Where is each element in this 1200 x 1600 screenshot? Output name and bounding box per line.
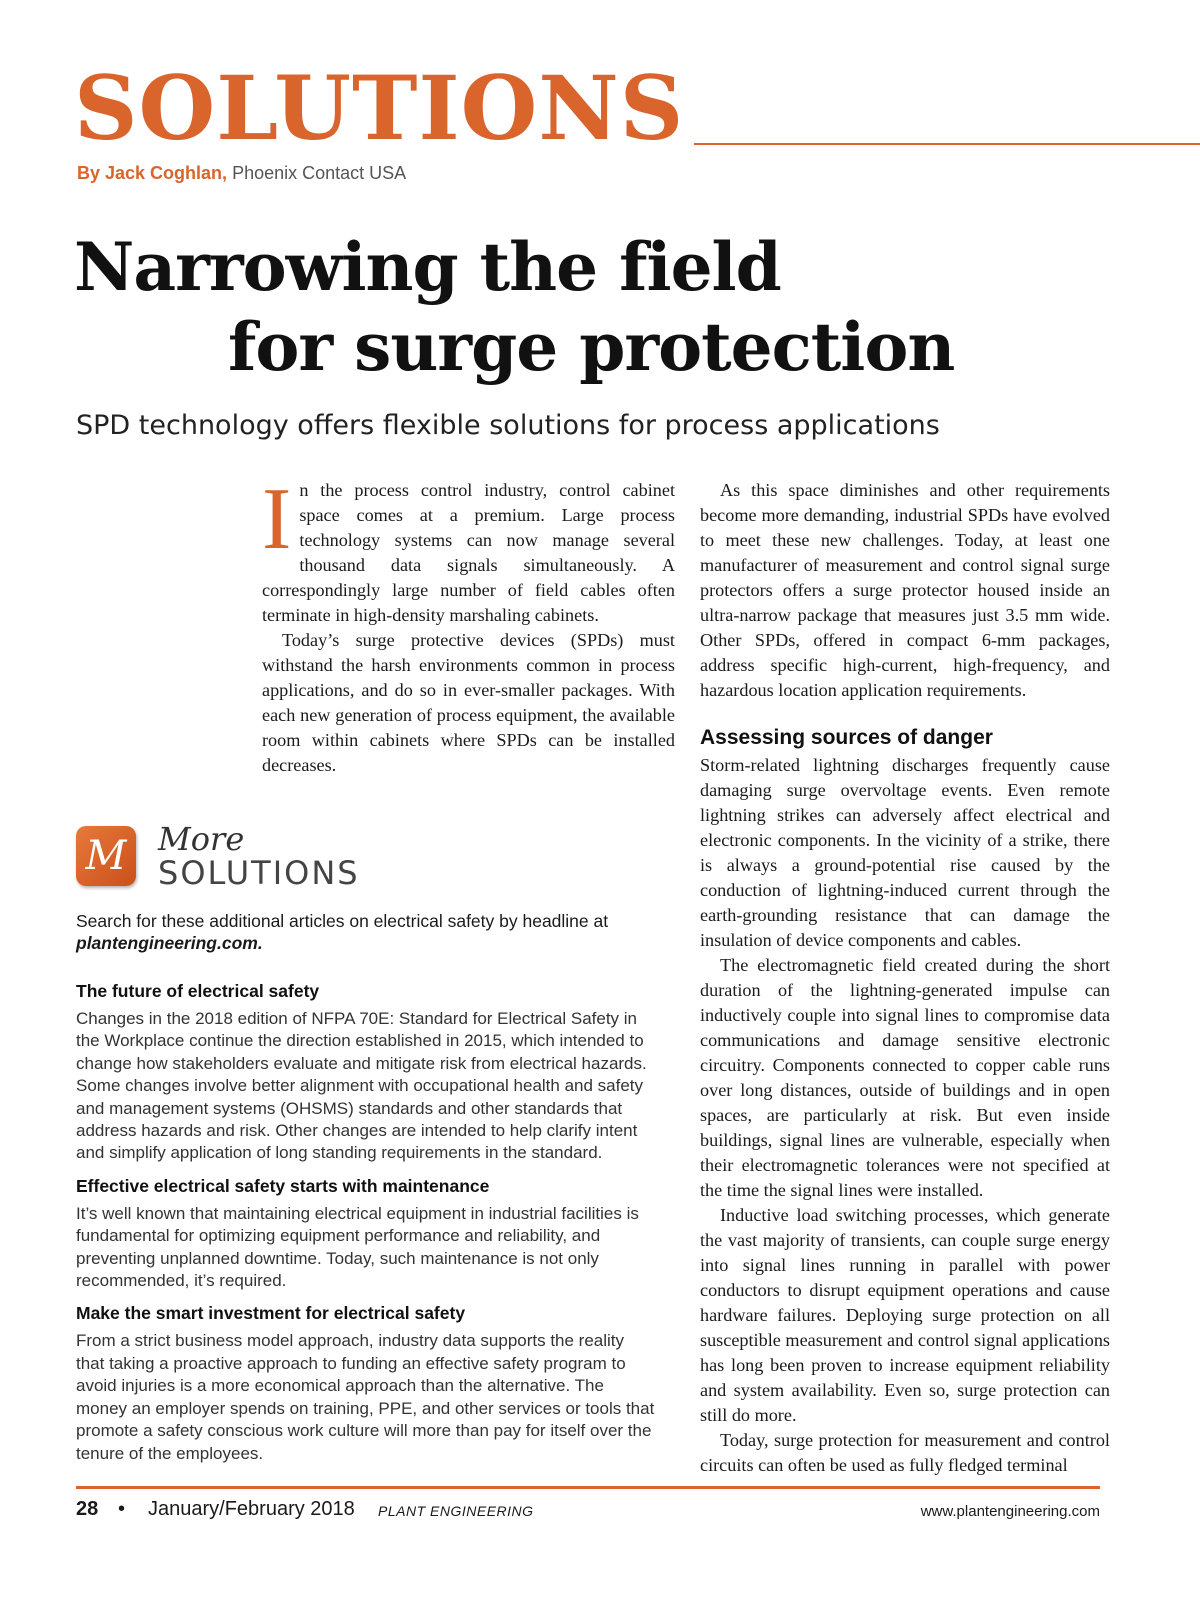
- section-title: SOLUTIONS: [74, 56, 685, 160]
- publication-name: PLANT ENGINEERING: [378, 1503, 534, 1519]
- sidebar-article-body: From a strict business model approach, industry data supports the reality that taking a proactive approach to funding an effective safety program to avoid injuries is a more economical approach than the alternative. The money an employer spends on training, PPE, and other services or tools that promote a safety conscious work culture will more than pay for itself over the tenure of the employees.: [76, 1331, 655, 1463]
- footer-url[interactable]: www.plantengineering.com: [920, 1503, 1100, 1520]
- article-paragraph-4: Storm-related lightning discharges frequently cause damaging surge overvoltage events. Even remote lightning strikes can adversely affect electrical and electronic components. In the vicinity of a strike, there is always a ground-potential rise caused by the conduction of lightning-induced current through the earth-grounding resistance that can damage the insulation of device components and cables.: [700, 755, 1110, 950]
- sidebar-intro: [76, 910, 656, 954]
- more-solutions-m-icon: M: [76, 826, 136, 886]
- sidebar-article: [76, 980, 656, 1165]
- footer-rule: [76, 1486, 1100, 1489]
- subhead: Assessing sources of danger: [700, 726, 993, 749]
- sidebar-article-title[interactable]: Make the smart investment for electrical safety: [76, 1303, 466, 1324]
- more-solutions-label: SOLUTIONS: [158, 854, 360, 892]
- byline: [77, 163, 406, 184]
- article-paragraph-3: As this space diminishes and other requirements become more demanding, industrial SPDs have evolved to meet these new challenges. Today, at least one manufacturer of measurement and control signal surge protectors offers a surge protector housed inside an ultra-narrow package that measures just 3.5 mm wide. Other SPDs, offered in compact 6-mm packages, address specific high-current, high-frequency, and hazardous location application requirements.: [700, 480, 1110, 700]
- headline-line-1: Narrowing the field: [74, 228, 781, 306]
- article-column-right: [700, 478, 1110, 1478]
- byline-company: Phoenix Contact USA: [232, 163, 407, 183]
- article-paragraph-2: Today’s surge protective devices (SPDs) must withstand the harsh environments common in process applications, and do so in ever-smaller packages. With each new generation of process equipment, the available room within cabinets where SPDs can be installed decreases.: [262, 630, 675, 775]
- footer-bullet: •: [118, 1498, 126, 1520]
- article-paragraph-5: The electromagnetic field created during the short duration of the lightning-generated impulse can inductively couple into signal lines to compromise data communications and damage sensitive electronic circuitry. Components connected to copper cable runs over long distances, outside of buildings and in open spaces, are particularly at risk. But even inside buildings, signal lines are vulnerable, especially when their electromagnetic tolerances were not specified at the time the signal lines were installed.: [700, 955, 1110, 1200]
- sidebar-article-body: Changes in the 2018 edition of NFPA 70E: Standard for Electrical Safety in the Workplace continue the direction established in 2015, which intended to change how stakeholders evaluate and mitigate risk from electrical hazards. Some changes involve better alignment with occupational health and safety and management systems (OHSMS) standards and other standards that address hazards and risk. Other changes are intended to help clarify intent and simplify application of long standing requirements in the standard.: [76, 1009, 647, 1163]
- drop-cap: I: [262, 471, 292, 568]
- sidebar-article-title[interactable]: Effective electrical safety starts with maintenance: [76, 1175, 490, 1196]
- page-number: 28: [76, 1498, 99, 1520]
- sidebar-article-body: It’s well known that maintaining electrical equipment in industrial facilities is fundamental for optimizing equipment performance and reliability, and preventing unplanned downtime. Today, such maintenance is not only recommended, it’s required.: [76, 1203, 639, 1291]
- sidebar-article: [76, 1175, 656, 1293]
- byline-author: By Jack Coghlan,: [77, 163, 228, 183]
- sidebar-article: [76, 1302, 656, 1464]
- sidebar-intro-link[interactable]: plantengineering.com.: [76, 933, 263, 953]
- issue-date: January/February 2018: [148, 1498, 355, 1520]
- sidebar-articles: [76, 980, 656, 1475]
- article-column-middle: [262, 471, 675, 778]
- paragraph-1-text: n the process control industry, control cabinet space comes at a premium. Large process technology systems can now manage several thousand data signals simultaneously. A correspondingly large number of field cables often terminate in high-density marshaling cabinets.: [262, 480, 675, 625]
- article-paragraph-6: Inductive load switching processes, which generate the vast majority of transients, can couple surge energy into signal lines running in parallel with power conductors to disrupt equipment operations and cause hardware failures. Deploying surge protection on all susceptible measurement and control signal applications has long been proven to increase equipment reliability and system availability. Even so, surge protection can still do more.: [700, 1205, 1110, 1425]
- sidebar-article-title[interactable]: The future of electrical safety: [76, 981, 320, 1001]
- article-paragraph-7: Today, surge protection for measurement and control circuits can often be used as fully fledged terminal: [700, 1430, 1110, 1475]
- section-title-rule: [694, 143, 1200, 145]
- headline-line-2: for surge protection: [228, 308, 955, 386]
- article-paragraph-1: [262, 471, 675, 628]
- sidebar-intro-text: Search for these additional articles on electrical safety by headline at: [76, 911, 609, 931]
- deck: SPD technology offers flexible solutions for process applications: [76, 410, 940, 441]
- more-solutions-more: More: [158, 820, 245, 858]
